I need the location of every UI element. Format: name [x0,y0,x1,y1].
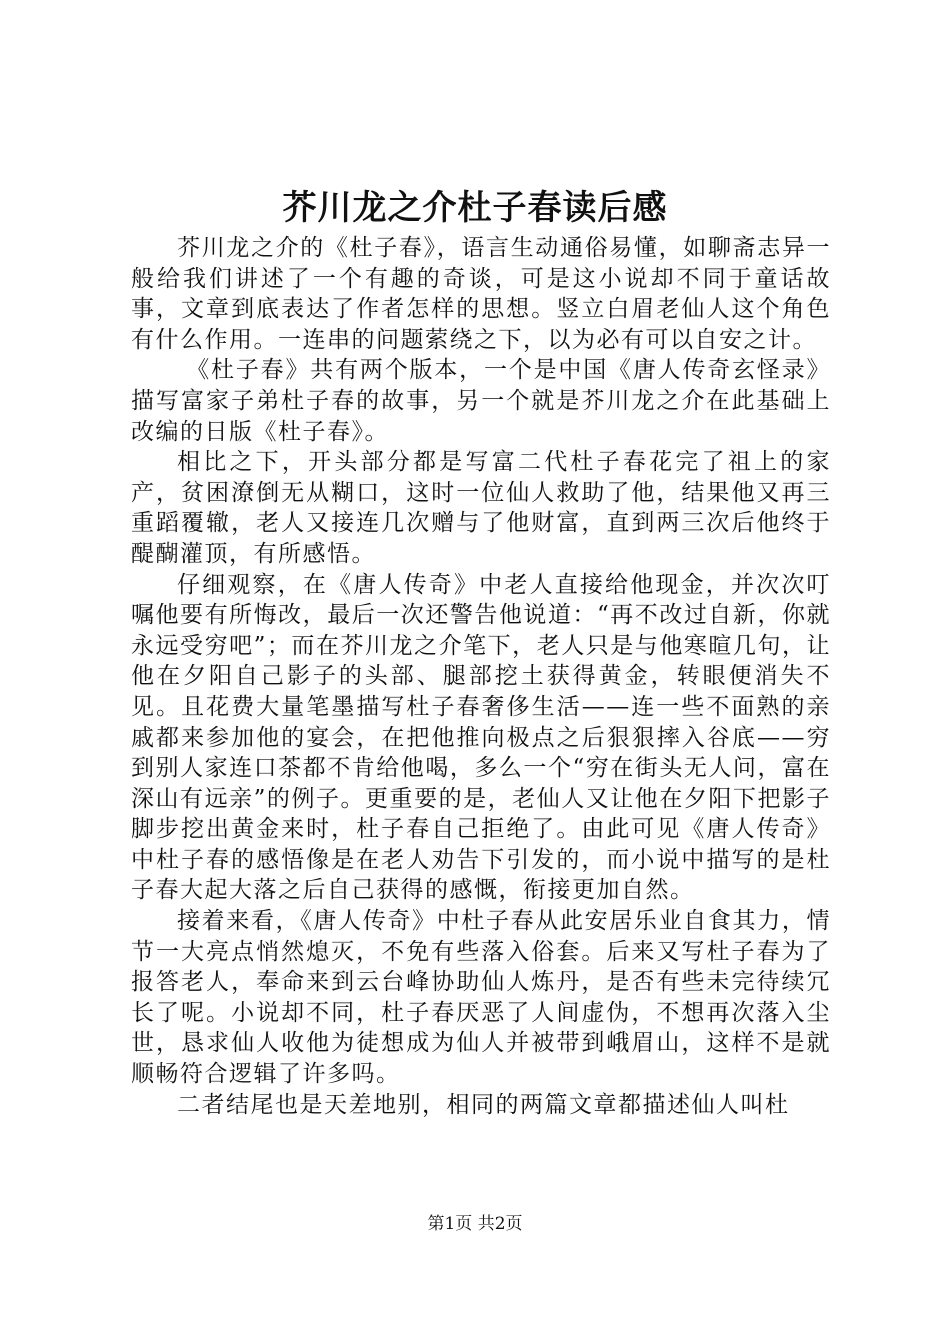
paragraph-6: 二者结尾也是天差地别，相同的两篇文章都描述仙人叫杜 [177,1091,790,1118]
paragraph-2: 《杜子春》共有两个版本，一个是中国《唐人传奇玄怪录》描写富家子弟杜子春的故事，另一个就是芥川龙之介在此基础上改编的日版《杜子春》。 [131,357,831,445]
page-number-footer: 第1页 共2页 [427,1214,523,1234]
paragraph-4: 仔细观察，在《唐人传奇》中老人直接给他现金，并次次叮嘱他要有所悔改，最后一次还警告他说道：“再不改过自新，你就永远受穷吧”；而在芥川龙之介笔下，老人只是与他寒暄几句，让他在夕阳自己影子的头部、腿部挖土获得黄金，转眼便消失不见。且花费大量笔墨描写杜子春奢侈生活——连一些不面熟的亲戚都来参加他的宴会，在把他推向极点之后狠狠摔入谷底——穷到别人家连口茶都不肯给他喝，多么一个“穷在街头无人问，富在深山有远亲”的例子。更重要的是，老仙人又让他在夕阳下把影子脚步挖出黄金来时，杜子春自己拒绝了。由此可见《唐人传奇》中杜子春的感悟像是在老人劝告下引发的，而小说中描写的是杜子春大起大落之后自己获得的感慨，衔接更加自然。 [131,571,831,904]
paragraph-1: 芥川龙之介的《杜子春》，语言生动通俗易懂，如聊斋志异一般给我们讲述了一个有趣的奇谈，可是这小说却不同于童话故事，文章到底表达了作者怎样的思想。竖立白眉老仙人这个角色有什么作用。一连串的问题萦绕之下，以为必有可以自安之计。 [131,235,831,353]
paragraph-3: 相比之下，开头部分都是写富二代杜子春花完了祖上的家产，贫困潦倒无从糊口，这时一位仙人救助了他，结果他又再三重蹈覆辙，老人又接连几次赠与了他财富，直到两三次后他终于醍醐灌顶，有所感悟。 [131,449,831,567]
paragraph-5: 接着来看，《唐人传奇》中杜子春从此安居乐业自食其力，情节一大亮点悄然熄灭，不免有些落入俗套。后来又写杜子春为了报答老人，奉命来到云台峰协助仙人炼丹，是否有些未完待续冗长了呢。小说却不同，杜子春厌恶了人间虚伪，不想再次落入尘世，恳求仙人收他为徒想成为仙人并被带到峨眉山，这样不是就顺畅符合逻辑了许多吗。 [131,908,831,1088]
document-body [131,233,831,1120]
document-title: 芥川龙之介杜子春读后感 [282,188,668,228]
